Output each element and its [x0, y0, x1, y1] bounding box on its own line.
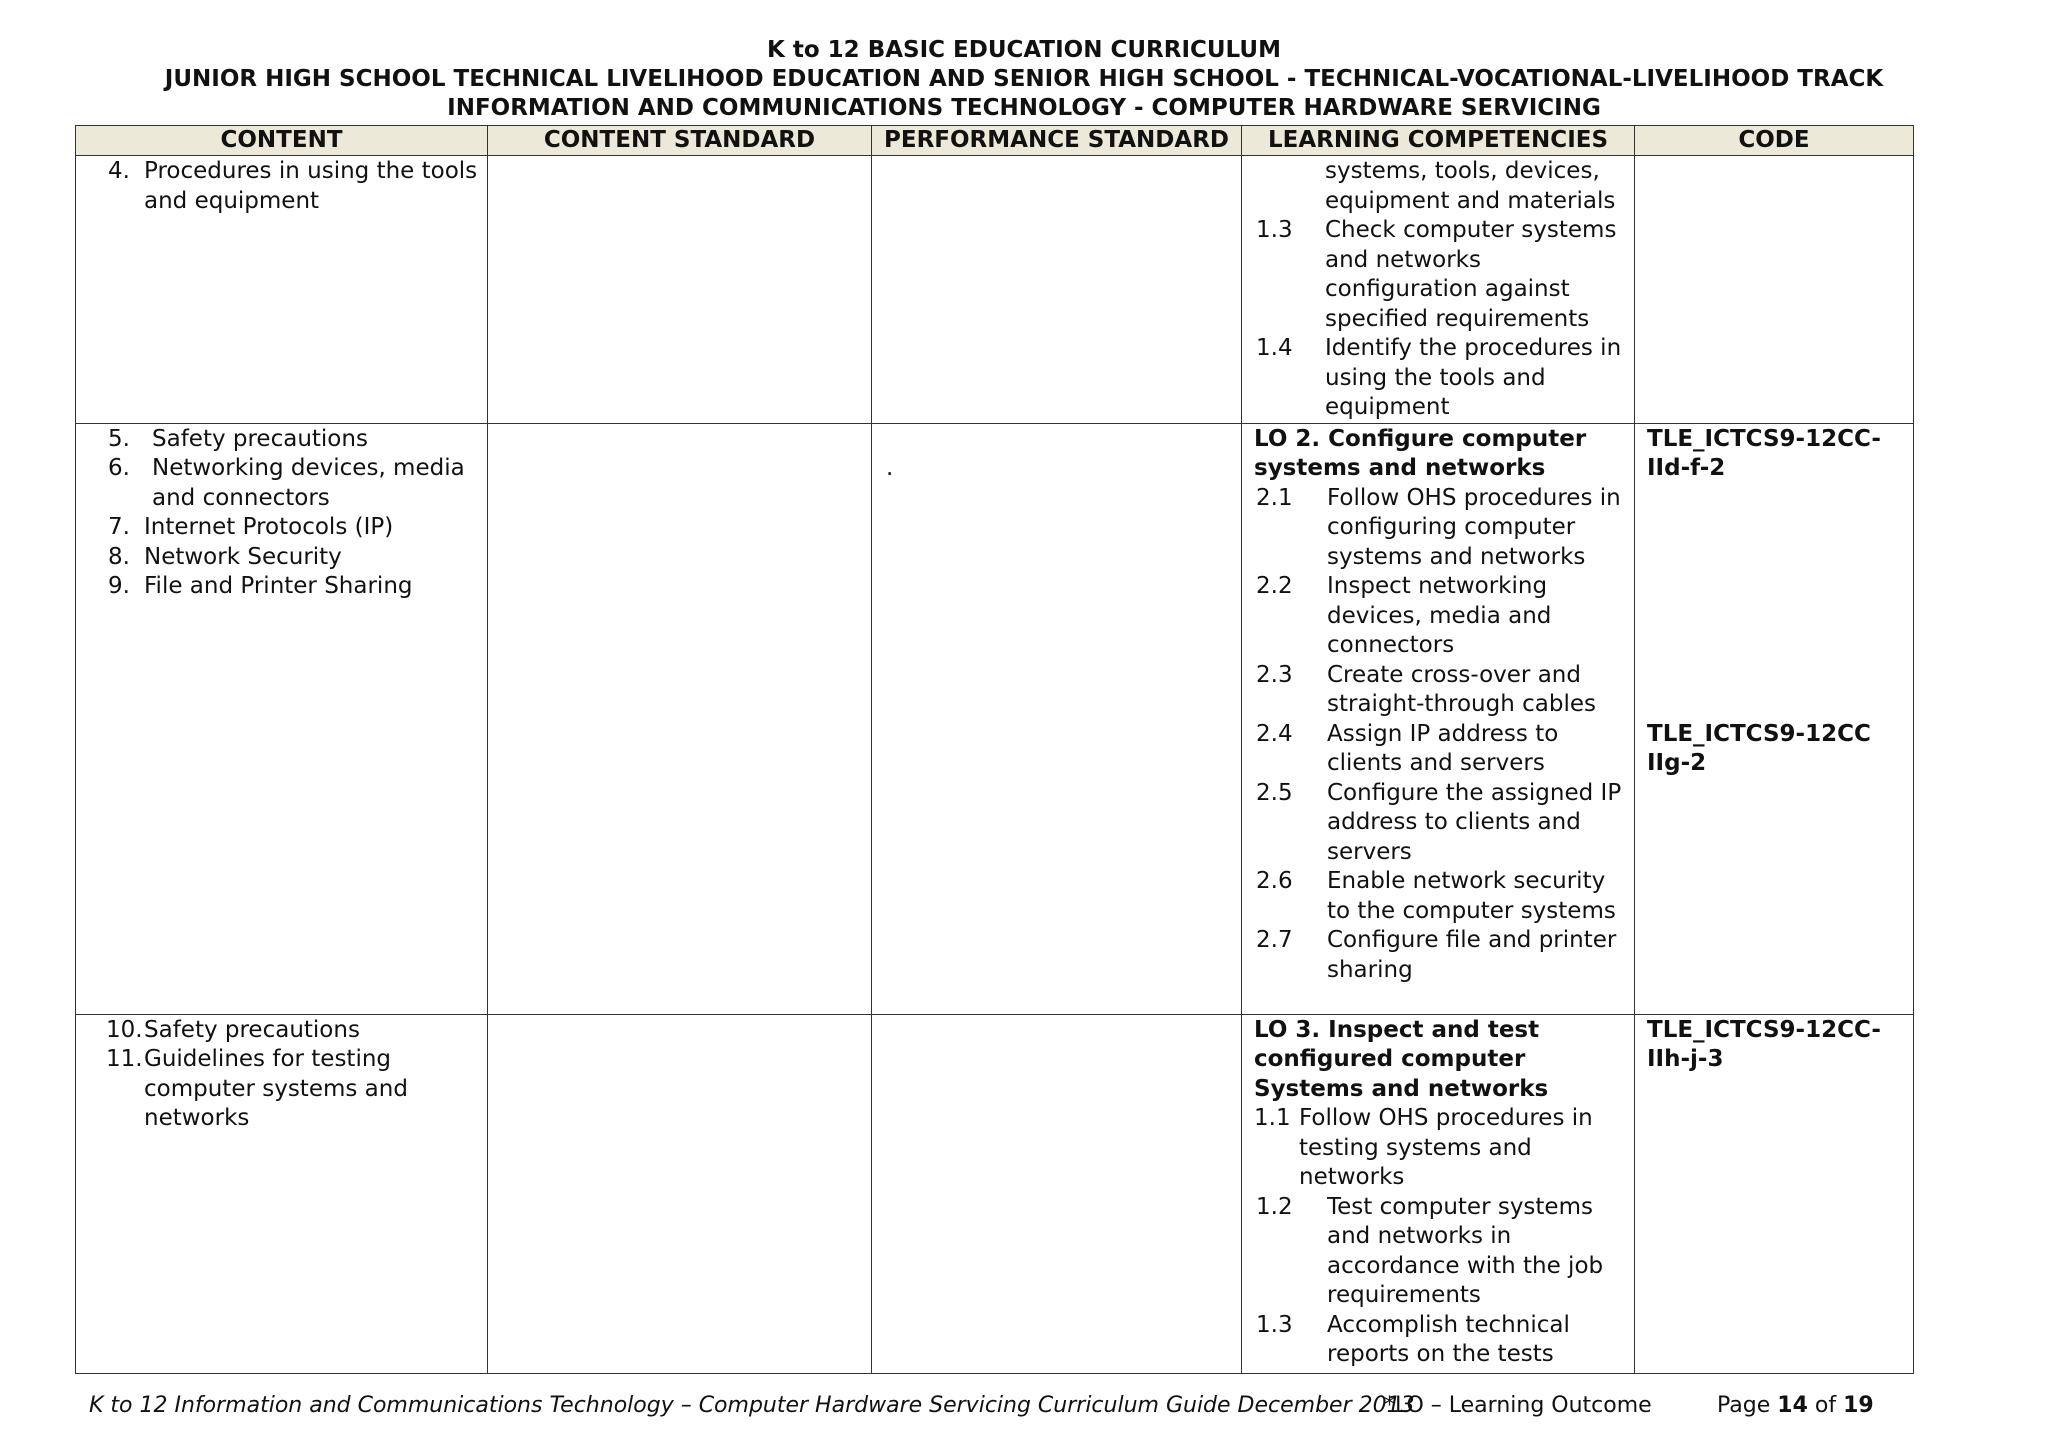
competency-item	[1254, 1311, 1634, 1370]
competency-text: Inspect networking devices, media and connectors	[1327, 573, 1552, 658]
competency-text: Enable network security to the computer systems	[1327, 868, 1616, 924]
header-line-1: K to 12 BASIC EDUCATION CURRICULUM	[767, 37, 1281, 63]
content-item-number: 7.	[108, 514, 130, 540]
content-standard-cell	[488, 1014, 872, 1373]
content-item-number: 10.	[106, 1016, 143, 1043]
performance-standard-cell	[872, 156, 1242, 424]
table-header-row	[76, 126, 1914, 156]
content-item-text: Guidelines for testing computer systems and networks	[144, 1046, 408, 1131]
competency-item	[1256, 334, 1634, 423]
competency-text: Configure file and printer sharing	[1327, 927, 1617, 983]
competency-number: 1.1	[1254, 1105, 1291, 1131]
content-item	[106, 454, 487, 513]
competency-item	[1254, 926, 1634, 985]
performance-standard-text: .	[886, 454, 894, 481]
competency-text: Accomplish technical reports on the tests	[1327, 1311, 1570, 1367]
content-item-text: Network Security	[144, 543, 342, 570]
competency-text: Follow OHS procedures in testing systems and networks	[1299, 1105, 1593, 1190]
competency-text: Check computer systems and networks configuration against specified requirements	[1325, 217, 1617, 332]
footer-lo-note: *LO – Learning Outcome	[1384, 1393, 1652, 1418]
content-standard-cell	[488, 423, 872, 1014]
competency-text: Identify the procedures in using the tools and equipment	[1325, 335, 1622, 420]
learning-outcome-heading: LO 3. Inspect and test configured computer Systems and networks	[1254, 1016, 1549, 1102]
competency-code: TLE_ICTCS9-12CC IIg-2	[1647, 720, 1871, 776]
column-header-content: CONTENT	[76, 126, 488, 156]
content-cell	[76, 156, 488, 424]
content-item-text: Procedures in using the tools and equipment	[144, 158, 478, 214]
table-row	[76, 423, 1914, 1014]
competency-item	[1254, 867, 1634, 926]
table-row	[76, 1014, 1914, 1373]
code-cell	[1635, 1014, 1914, 1373]
competency-number: 2.6	[1256, 868, 1293, 894]
content-item-number: 9.	[108, 573, 130, 599]
competency-text: Configure the assigned IP address to clients and servers	[1327, 779, 1622, 865]
content-item	[106, 543, 487, 573]
competency-item	[1254, 661, 1634, 720]
competency-number: 2.4	[1256, 720, 1293, 747]
content-item	[106, 572, 487, 602]
learning-competencies-cell	[1242, 423, 1635, 1014]
competency-code: TLE_ICTCS9-12CC-IIh-j-3	[1647, 1016, 1881, 1072]
content-item-number: 8.	[108, 543, 130, 570]
content-item-text: Networking devices, media and connectors	[152, 455, 465, 511]
competency-item	[1256, 216, 1634, 334]
content-item	[106, 513, 487, 543]
column-header-code: CODE	[1635, 126, 1914, 156]
content-item-number: 4.	[108, 158, 130, 184]
content-item-number: 5.	[108, 425, 130, 452]
code-cell	[1635, 423, 1914, 1014]
competency-item	[1256, 157, 1634, 216]
competency-text: Test computer systems and networks in accordance with the job requirements	[1327, 1193, 1604, 1308]
competency-number: 2.5	[1256, 779, 1293, 806]
content-item-text: Safety precautions	[152, 425, 368, 452]
curriculum-table	[75, 125, 1914, 1374]
competency-item	[1254, 720, 1634, 779]
page-current: 14	[1777, 1393, 1808, 1418]
content-item	[106, 425, 487, 455]
learning-competencies-cell	[1242, 1014, 1635, 1373]
content-item-number: 11.	[106, 1046, 143, 1072]
competency-item	[1254, 1104, 1634, 1193]
content-item-text: Safety precautions	[144, 1016, 360, 1043]
competency-text: Follow OHS procedures in configuring computer systems and networks	[1327, 484, 1621, 570]
content-item	[106, 1045, 487, 1134]
competency-number: 2.3	[1256, 661, 1293, 688]
competency-number: 1.4	[1256, 335, 1293, 361]
competency-number: 2.1	[1256, 484, 1293, 511]
competency-code: TLE_ICTCS9-12CC-IId-f-2	[1647, 425, 1881, 481]
performance-standard-cell	[872, 423, 1242, 1014]
competency-text: Assign IP address to clients and servers	[1327, 720, 1559, 776]
competency-text: Create cross-over and straight-through cables	[1327, 661, 1596, 717]
competency-number: 2.7	[1256, 927, 1293, 953]
content-item	[106, 157, 487, 216]
footer-page-number	[1717, 1393, 1874, 1418]
competency-number: 2.2	[1256, 573, 1293, 599]
competency-number: 1.2	[1256, 1193, 1293, 1220]
performance-standard-cell	[872, 1014, 1242, 1373]
column-header-performance-standard: PERFORMANCE STANDARD	[872, 126, 1242, 156]
header-line-2: JUNIOR HIGH SCHOOL TECHNICAL LIVELIHOOD EDUCATION AND SENIOR HIGH SCHOOL - TECHNICAL-VOCATIONAL-LIVELIHOOD TRACK	[164, 66, 1884, 92]
header-line-3: INFORMATION AND COMMUNICATIONS TECHNOLOGY - COMPUTER HARDWARE SERVICING	[447, 95, 1601, 121]
learning-competencies-cell	[1242, 156, 1635, 424]
page-prefix: Page	[1717, 1393, 1771, 1418]
content-item	[106, 1016, 487, 1046]
competency-item	[1254, 779, 1634, 868]
content-cell	[76, 423, 488, 1014]
code-cell	[1635, 156, 1914, 424]
competency-item	[1254, 1193, 1634, 1311]
competency-item	[1254, 572, 1634, 661]
competency-number: 1.3	[1256, 1311, 1293, 1338]
content-item-number: 6.	[108, 455, 130, 481]
competency-number: 1.3	[1256, 217, 1293, 243]
content-item-text: Internet Protocols (IP)	[144, 514, 394, 540]
learning-outcome-heading: LO 2. Configure computer systems and networks	[1254, 425, 1587, 481]
column-header-learning-competencies: LEARNING COMPETENCIES	[1242, 126, 1635, 156]
page-of: of	[1814, 1393, 1837, 1418]
table-row	[76, 156, 1914, 424]
competency-number	[1256, 157, 1325, 216]
content-item-text: File and Printer Sharing	[144, 573, 413, 599]
competency-item	[1254, 484, 1634, 573]
footer-guide-title: K to 12 Information and Communications Technology – Computer Hardware Servicing Curriculum Guide December 2013	[89, 1393, 1415, 1418]
page-total: 19	[1843, 1393, 1874, 1418]
content-cell	[76, 1014, 488, 1373]
column-header-content-standard: CONTENT STANDARD	[488, 126, 872, 156]
competency-text: systems, tools, devices, equipment and materials	[1325, 158, 1616, 214]
content-standard-cell	[488, 156, 872, 424]
document-header	[0, 36, 2048, 123]
